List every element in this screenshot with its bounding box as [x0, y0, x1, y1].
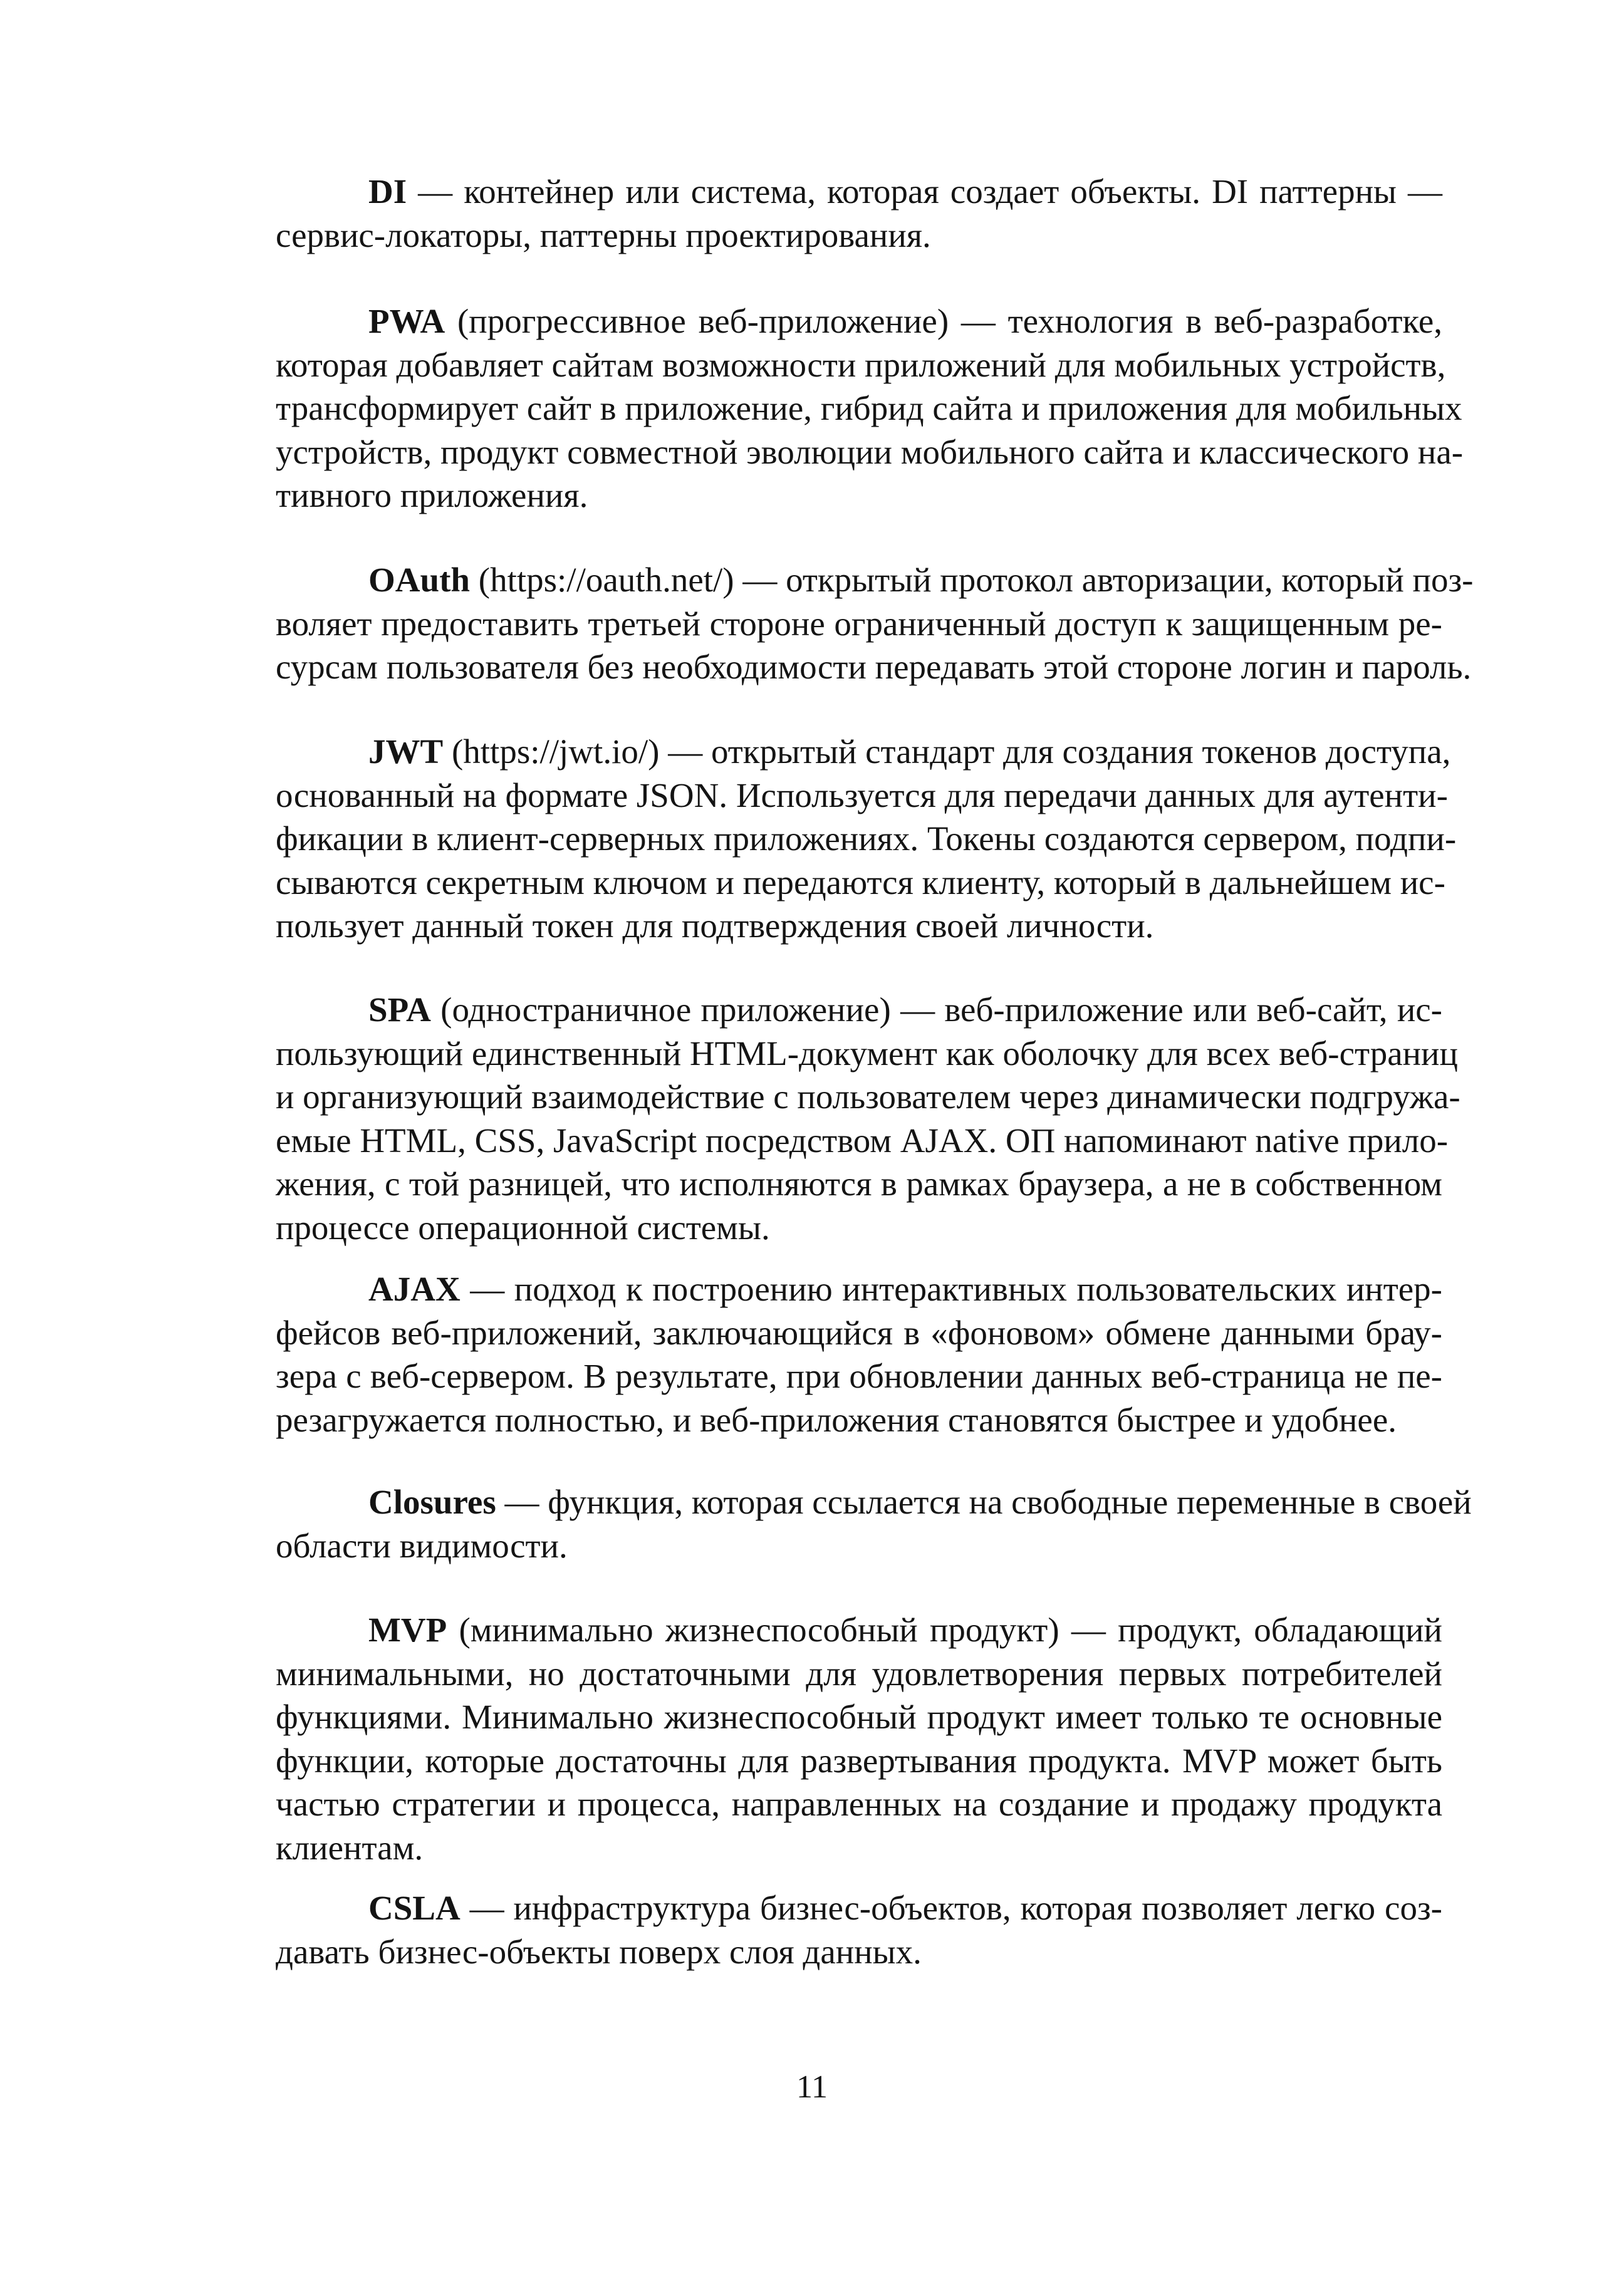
entry-first-line [276, 170, 1442, 214]
entry-line: которая добавляет сайтам возможности приложений для мобильных устройств, [276, 345, 1446, 384]
entry-line: сервис-локаторы, паттерны проектирования. [276, 216, 931, 254]
glossary-entry-ajax [276, 1267, 1442, 1441]
glossary-entry-closures [276, 1480, 1472, 1567]
entry-line: фикации в клиент-серверных приложениях. Токены создаются сервером, подпи- [276, 819, 1457, 858]
entry-first-line [276, 299, 1442, 343]
entry-line: основанный на формате JSON. Используется для передачи данных для аутенти- [276, 776, 1448, 814]
entry-term: MVP [368, 1611, 447, 1649]
entry-term: Closures [368, 1483, 496, 1521]
entry-line: жения, с той разницей, что исполняются в рамках браузера, а не в собственном [276, 1165, 1442, 1203]
page-number: 11 [796, 2069, 828, 2105]
entry-text: — функция, которая ссылается на свободные переменные в своей [496, 1483, 1472, 1521]
glossary-entry-csla [276, 1886, 1442, 1973]
glossary-entry-pwa [276, 299, 1464, 517]
entry-line: воляет предоставить третьей стороне ограниченный доступ к защищенным ре- [276, 604, 1442, 643]
entry-line: тивного приложения. [276, 476, 588, 514]
entry-first-line [276, 1480, 1472, 1524]
entry-line: резагружается полностью, и веб-приложения становятся быстрее и удобнее. [276, 1400, 1397, 1439]
entry-text: (одностраничное приложение) — веб-приложение или веб-сайт, ис- [430, 990, 1442, 1029]
entry-line: процессе операционной системы. [276, 1208, 770, 1247]
entry-text: — контейнер или система, которая создает объекты. DI паттерны — [407, 172, 1442, 210]
entry-line: функции, которые достаточны для развертывания продукта. MVP может быть [276, 1741, 1442, 1780]
entry-term: DI [368, 172, 407, 210]
entry-line: давать бизнес-объекты поверх слоя данных. [276, 1932, 922, 1971]
glossary-entry-mvp [276, 1608, 1442, 1869]
glossary-entry-jwt [276, 730, 1457, 948]
entry-term: SPA [368, 990, 431, 1029]
entry-line: функциями. Минимально жизнеспособный продукт имеет только те основные [276, 1698, 1442, 1736]
entry-term: CSLA [368, 1889, 461, 1927]
entry-text: — подход к построению интерактивных пользовательских интер- [460, 1270, 1442, 1308]
glossary-entry-di [276, 170, 1442, 257]
entry-line: емые HTML, CSS, JavaScript посредством AJAX. ОП напоминают native прило- [276, 1121, 1449, 1160]
entry-text: (https://oauth.net/) — открытый протокол авторизации, который поз- [470, 561, 1474, 599]
glossary-entry-oauth [276, 558, 1474, 689]
entry-first-line [276, 988, 1442, 1032]
entry-term: AJAX [368, 1270, 461, 1308]
entry-first-line [276, 1608, 1442, 1652]
entry-term: PWA [368, 302, 445, 340]
entry-first-line [276, 558, 1474, 602]
entry-line: минимальными, но достаточными для удовлетворения первых потребителей [276, 1654, 1442, 1693]
entry-text: (https://jwt.io/) — открытый стандарт для создания токенов доступа, [443, 732, 1451, 771]
entry-line: области видимости. [276, 1526, 568, 1565]
entry-first-line [276, 1267, 1442, 1311]
entry-text: (прогрессивное веб-приложение) — технология в веб-разработке, [445, 302, 1442, 340]
entry-term: JWT [368, 732, 444, 771]
entry-first-line [276, 1886, 1442, 1930]
entry-line: частью стратегии и процесса, направленных на создание и продажу продукта [276, 1785, 1442, 1823]
entry-text: (минимально жизнеспособный продукт) — продукт, обладающий [447, 1611, 1442, 1649]
entry-line: клиентам. [276, 1828, 424, 1867]
entry-line: зера с веб-сервером. В результате, при обновлении данных веб-страница не пе- [276, 1357, 1442, 1395]
entry-line: фейсов веб-приложений, заключающийся в «фоновом» обмене данными брау- [276, 1313, 1442, 1352]
entry-first-line [276, 730, 1451, 774]
entry-line: и организующий взаимодействие с пользователем через динамически подгружа- [276, 1078, 1460, 1116]
entry-line: устройств, продукт совместной эволюции мобильного сайта и классического на- [276, 432, 1464, 471]
entry-line: сываются секретным ключом и передаются клиенту, который в дальнейшем ис- [276, 863, 1445, 901]
glossary-entry-spa [276, 988, 1460, 1249]
entry-line: сурсам пользователя без необходимости передавать этой стороне логин и пароль. [276, 648, 1472, 686]
entry-line: трансформирует сайт в приложение, гибрид сайта и приложения для мобильных [276, 389, 1462, 427]
entry-line: пользующий единственный HTML-документ как оболочку для всех веб-страниц [276, 1034, 1458, 1073]
entry-term: OAuth [368, 561, 470, 599]
entry-text: — инфраструктура бизнес-объектов, которая позволяет легко соз- [460, 1889, 1442, 1927]
entry-line: пользует данный токен для подтверждения своей личности. [276, 906, 1154, 945]
